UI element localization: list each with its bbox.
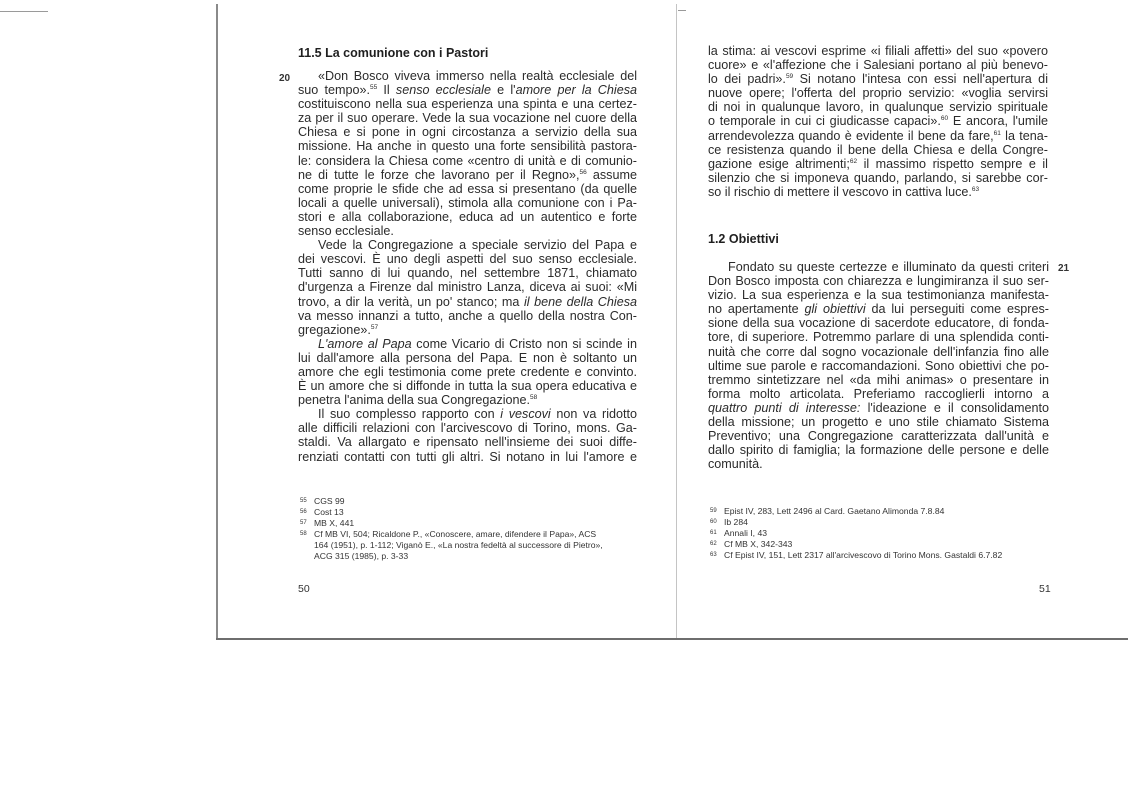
- text-line: gazione esige altrimenti;$^{62}$ il massimo rispetto sempre e il: [708, 156, 1048, 171]
- text-line: Preventivo; una Congregazione caratterizzata dall'unità e: [708, 429, 1049, 444]
- footnote-text: Cf MB VI, 504; Ricaldone P., «Conoscere, amare, difendere il Papa», ACS: [314, 529, 597, 539]
- footnote-mark: 55: [300, 498, 307, 504]
- footnote-text: MB X, 441: [314, 518, 355, 528]
- footnote: [710, 539, 1002, 550]
- footnote-text: 164 (1951), p. 1-112; Viganò E., «La nostra fedeltà al successore di Pietro»,: [314, 540, 603, 550]
- text-line: Chiesa e si pone in ogni circostanza a servizio della sua: [298, 125, 637, 140]
- footnote-text: CGS 99: [314, 496, 345, 506]
- footnotes-right: [710, 506, 1002, 561]
- text-line: della missione; un progetto e uno stile chiamato Sistema: [708, 415, 1049, 430]
- text-line: come proprie le sfide che ad essa si presentano (da quelle: [298, 181, 637, 196]
- footnote-text: Cf Epist IV, 151, Lett 2317 all'arcivescovo di Torino Mons. Gastaldi 6.7.82: [724, 550, 1003, 560]
- footnote: [710, 550, 1002, 561]
- footnote: [300, 529, 603, 540]
- footnote-mark: 60: [710, 519, 717, 525]
- margin-number-left: 20: [279, 73, 291, 84]
- footnote-text: Ib 284: [724, 517, 748, 527]
- text-line: suo tempo».$^{55}$ Il senso ecclesiale e l'amore per la Chiesa: [298, 83, 638, 98]
- body-text-right-top: [708, 44, 1048, 199]
- text-line: Vede la Congregazione a speciale servizio del Papa e: [318, 238, 637, 253]
- scan-edge-bottom: [216, 638, 1128, 640]
- text-line: comunità.: [708, 457, 763, 472]
- text-line: ne di tutte le forze che lavorano per il Regno»,$^{56}$ assume: [298, 167, 637, 182]
- page-number-left: 50: [298, 583, 310, 595]
- book-gutter: [676, 4, 677, 638]
- text-line: dei vescovi. È uno degli aspetti del suo senso ecclesiale.: [298, 252, 637, 267]
- footnote-text: Cost 13: [314, 507, 344, 517]
- text-line: sione della sua vocazione di sacerdote educatore, di fonda-: [708, 316, 1049, 331]
- text-line: Tutti sanno di lui quando, nel settembre 1871, chiamato: [298, 266, 637, 281]
- text-line: stori e alla collaborazione, educa ad un autentico e forte: [298, 209, 637, 224]
- text-line: È un amore che si diffonde in tutta la sua opera educativa e: [298, 379, 637, 394]
- footnote-mark: 58: [300, 531, 307, 537]
- page-number-right: 51: [1039, 583, 1051, 595]
- text-line: senso ecclesiale.: [298, 224, 394, 239]
- footnote: [300, 540, 603, 551]
- footnote-text: Epist IV, 283, Lett 2496 al Card. Gaetano Alimonda 7.8.84: [724, 506, 945, 516]
- margin-number-right: 21: [1058, 263, 1070, 274]
- text-line: tremmo sintetizzare nel «da mihi animas» o presentare in: [708, 372, 1049, 387]
- text-line: nuove opere; l'offerta del proprio servizio: «voglia servirsi: [708, 86, 1048, 101]
- text-line: penetra l'anima della sua Congregazione.$^{58}$: [298, 393, 538, 408]
- text-line: no apertamente gli obiettivi da lui perseguiti come espres-: [708, 302, 1049, 317]
- text-line: ce resistenza quando il bene della Chiesa e della Congre-: [708, 142, 1048, 157]
- text-line: costituiscono nella sua esperienza una spinta e una certez-: [298, 97, 637, 112]
- gutter-mark: [678, 10, 686, 11]
- scan-edge-top-left: [0, 11, 48, 12]
- footnote-mark: 61: [710, 530, 717, 536]
- footnote-text: Cf MB X, 342-343: [724, 539, 793, 549]
- text-line: renziati contatti con tutti gli altri. Si notano in lui l'amore e: [298, 449, 637, 464]
- text-line: Il suo complesso rapporto con i vescovi non va ridotto: [318, 407, 638, 422]
- text-line: forma molto articolata. Preferiamo raccoglierli intorno a: [708, 386, 1049, 401]
- scan-edge-left-spine: [216, 4, 218, 640]
- text-line: «Don Bosco viveva immerso nella realtà ecclesiale del: [318, 69, 637, 83]
- footnote-mark: 63: [710, 552, 717, 558]
- footnote: [300, 496, 603, 507]
- text-line: o temporale in cui ci giudicasse capaci».$^{60}$ E ancora, l'umile: [708, 114, 1048, 129]
- footnote: [710, 506, 1002, 517]
- text-line: le: considera la Chiesa come «centro di unità e di comunio-: [298, 153, 637, 168]
- text-line: za per il suo operare. Vede la sua vocazione nel cuore della: [298, 111, 637, 126]
- text-line: la stima: ai vescovi esprime «i filiali affetti» del suo «povero: [708, 44, 1048, 58]
- footnote-mark: 62: [710, 541, 717, 547]
- text-line: trovo, a dir la verità, un po' stanco; ma il bene della Chiesa: [298, 294, 638, 309]
- body-text-right-bottom: [708, 260, 1049, 471]
- footnote: [300, 518, 603, 529]
- footnotes-left: [300, 496, 603, 562]
- footnote-mark: 56: [300, 509, 307, 515]
- footnote-text: ACG 315 (1985), p. 3-33: [314, 551, 409, 561]
- text-line: arrendevolezza quando è evidente il bene da fare,$^{61}$ la tena-: [708, 128, 1048, 143]
- section-heading-left: 11.5 La comunione con i Pastori: [298, 46, 489, 60]
- text-line: staldi. Va allargato e ripensato nell'insieme dei suoi diffe-: [298, 435, 637, 450]
- text-line: cuore» e «l'affezione che i Salesiani portano al più benevo-: [708, 58, 1048, 73]
- text-line: locali a quelle universali), stimola alla comunione con i Pa-: [298, 195, 637, 210]
- text-line: alle difficili relazioni con l'arcivescovo di Torino, mons. Ga-: [298, 421, 637, 436]
- text-line: lo dei padri».$^{59}$ Si notano l'intesa con essi nell'apertura di: [708, 72, 1048, 87]
- text-line: Fondato su queste certezze e illuminato da questi criteri: [728, 260, 1049, 274]
- text-line: lui dall'amore alla persona del Papa. E non è soltanto un: [298, 350, 637, 365]
- footnote-mark: 59: [710, 508, 717, 514]
- text-line: d'urgenza a Firenze dal ministro Lanza, diceva ai suoi: «Mi: [298, 280, 637, 295]
- text-line: silenzio che si imponeva quando, parlando, si sarebbe cor-: [708, 170, 1048, 185]
- footnote-mark: 57: [300, 520, 307, 526]
- text-line: nuità che corre dal sogno vocazionale dell'infanzia fino alle: [708, 344, 1049, 359]
- text-line: L'amore al Papa come Vicario di Cristo non si scinde in: [318, 336, 637, 351]
- text-line: gregazione».$^{57}$: [298, 322, 379, 337]
- text-line: so il rischio di mettere il vescovo in cattiva luce.$^{63}$: [708, 184, 980, 199]
- footnote-text: Annali I, 43: [724, 528, 767, 538]
- footnote: [710, 517, 1002, 528]
- text-line: dallo spirito di famiglia; la formazione delle persone e delle: [708, 443, 1049, 458]
- body-text-left: [298, 69, 637, 464]
- text-line: va messo innanzi a tutto, anche a quello della nostra Con-: [298, 308, 637, 323]
- text-line: amore che egli testimonia come prete credente e convinto.: [298, 364, 637, 379]
- text-line: vizio. La sua esperienza e la sua testimonianza manifesta-: [708, 288, 1049, 303]
- text-line: missione. Ha anche in questo una forte sensibilità pastora-: [298, 139, 637, 154]
- section-heading-right: 1.2 Obiettivi: [708, 232, 779, 246]
- text-line: di noi in qualunque lavoro, in qualunque servizio spirituale: [708, 100, 1048, 115]
- footnote: [300, 551, 603, 562]
- footnote: [710, 528, 1002, 539]
- footnote: [300, 507, 603, 518]
- text-line: quattro punti di interesse: l'ideazione e il consolidamento: [708, 400, 1049, 415]
- text-line: tore, di superiore. Potremmo parlare di una splendida conti-: [708, 330, 1049, 345]
- text-line: Don Bosco imposta con chiarezza e lungimiranza il suo ser-: [708, 274, 1049, 289]
- text-line: ultime sue parole e raccomandazioni. Sono obiettivi che po-: [708, 358, 1049, 373]
